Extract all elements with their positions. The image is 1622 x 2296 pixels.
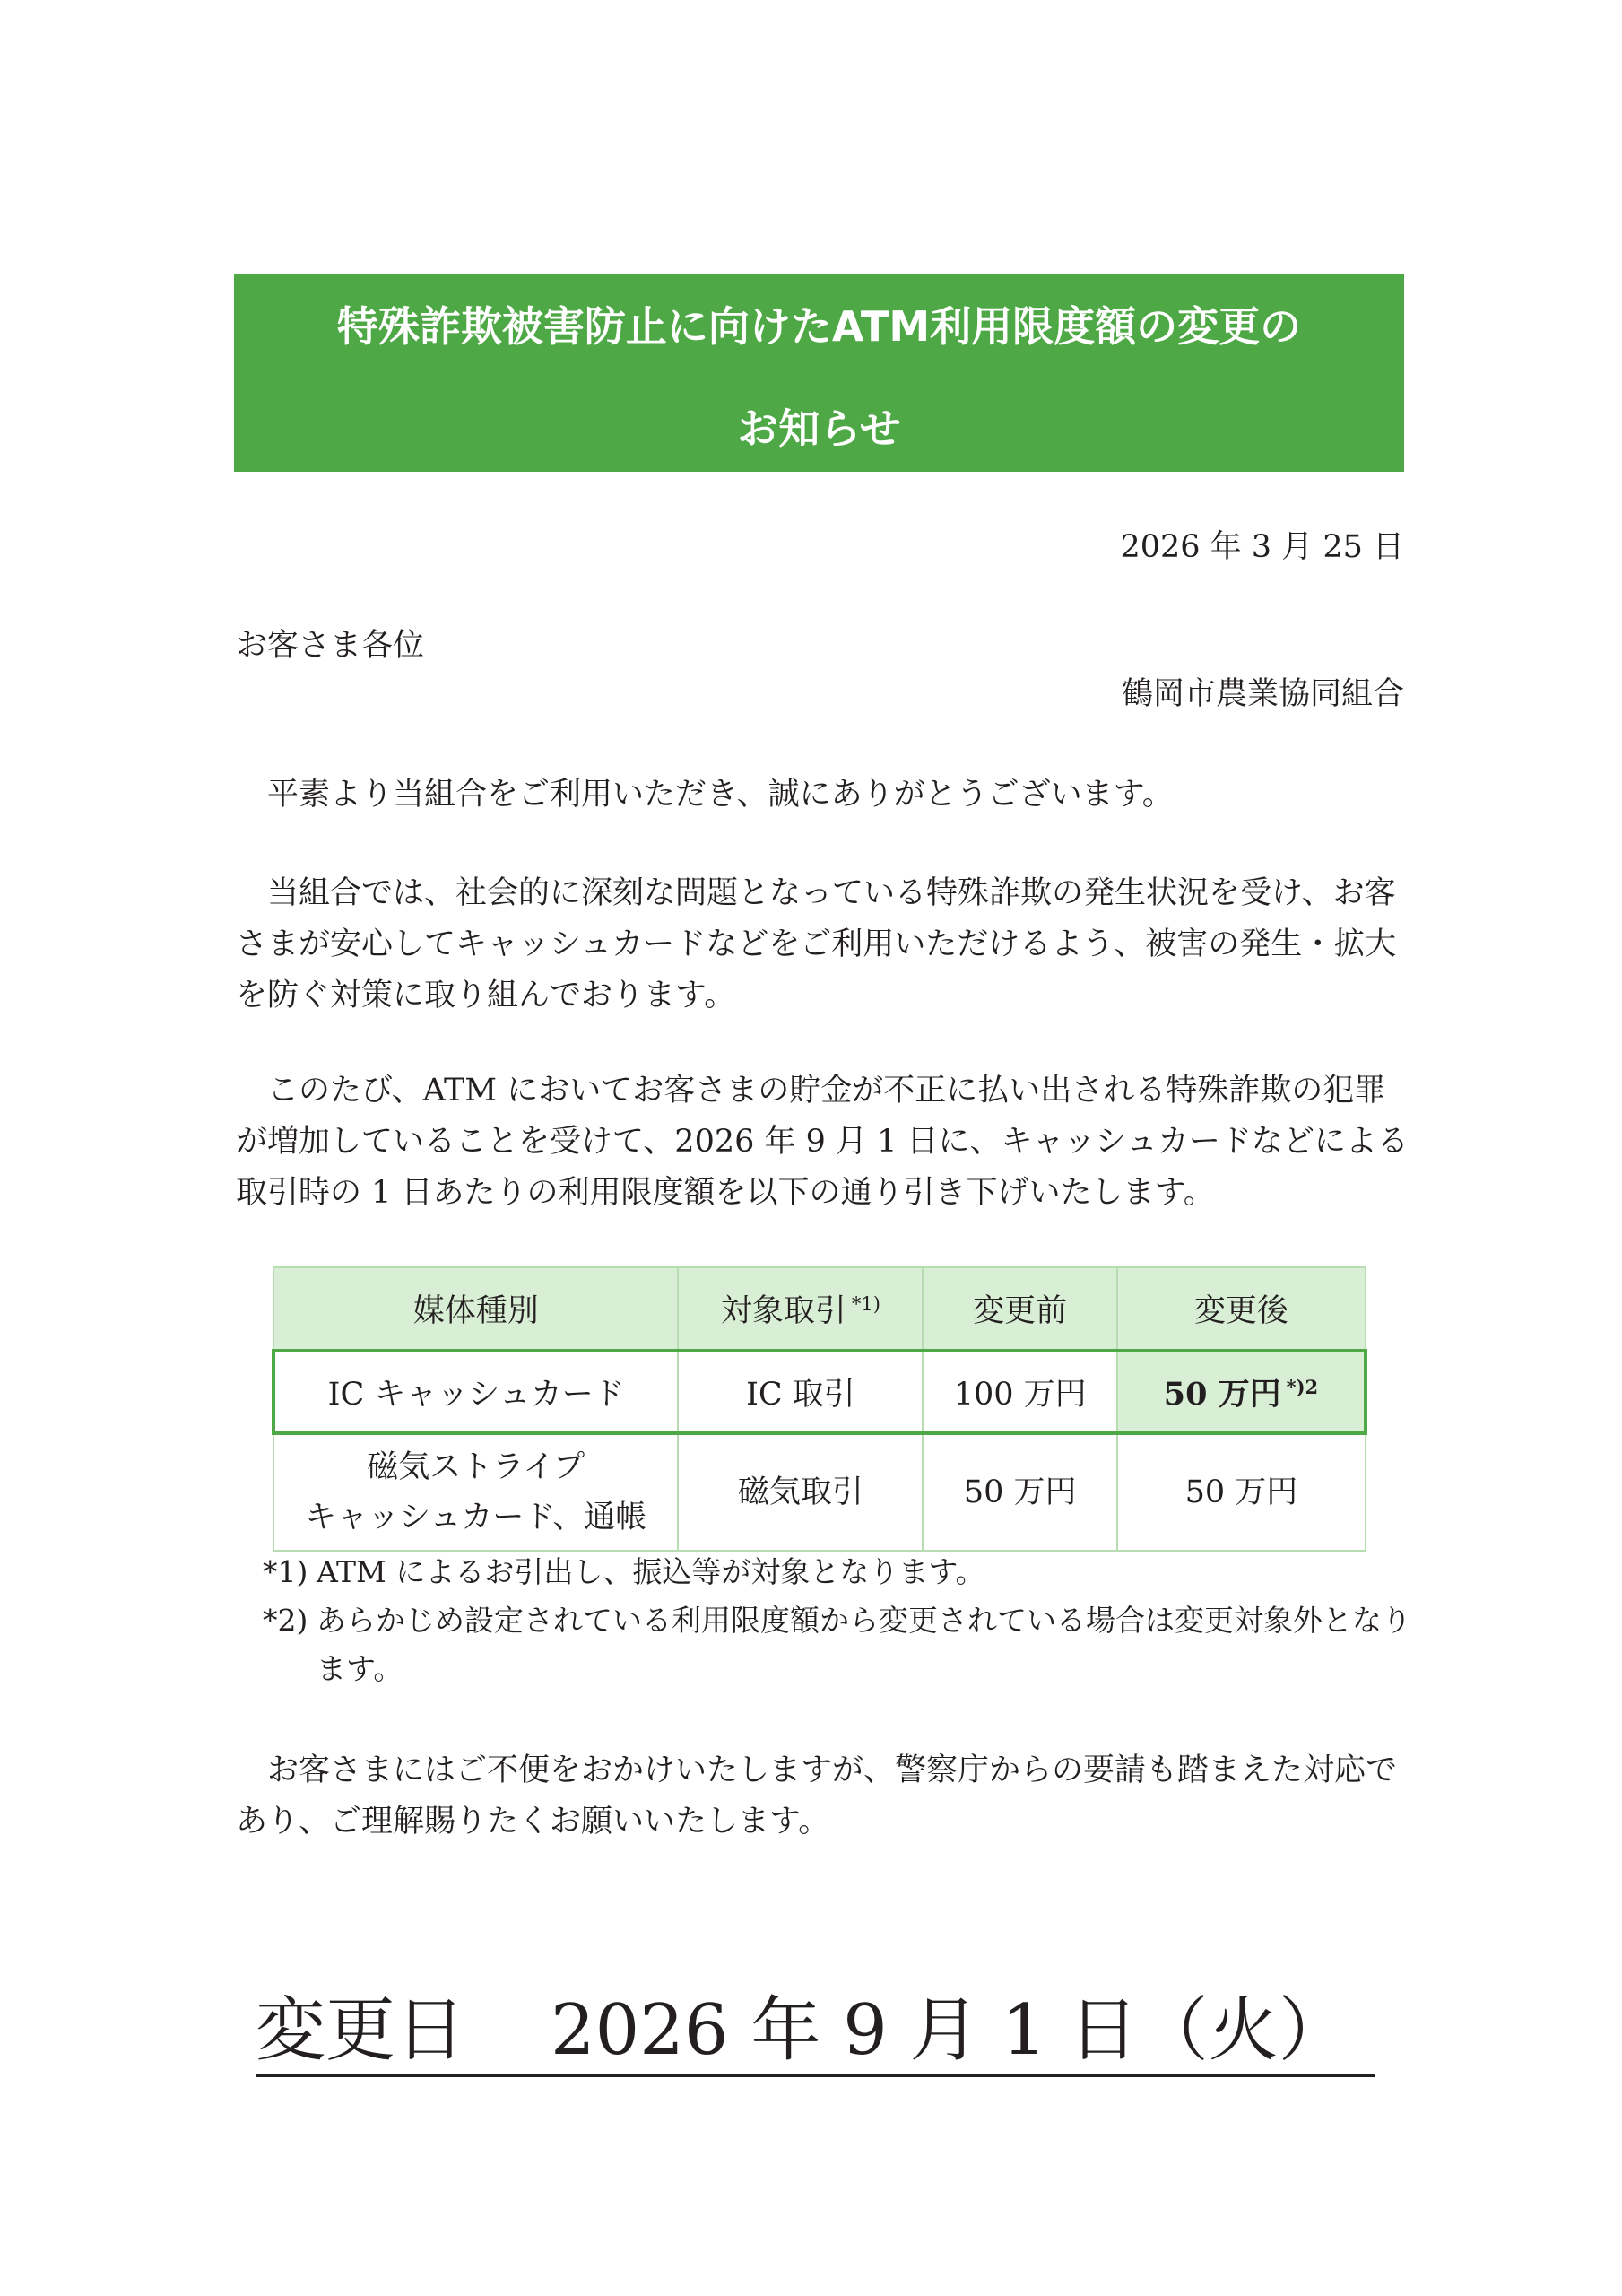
title-banner — [234, 274, 1404, 472]
cell-after: 50 万円 — [1117, 1433, 1366, 1551]
header-media: 媒体種別 — [273, 1267, 678, 1351]
notice-date: 2026 年 3 月 25 日 — [1120, 529, 1404, 565]
header-before: 変更前 — [923, 1267, 1116, 1351]
header-transaction-label: 対象取引 — [720, 1293, 846, 1329]
footnote-1-mark: *1) — [263, 1554, 308, 1589]
after-footnote-mark: *)2 — [1286, 1376, 1319, 1398]
cell-before: 100 万円 — [923, 1351, 1116, 1433]
header-transaction — [678, 1267, 923, 1351]
effective-label: 変更日 — [256, 1990, 466, 2071]
table-row — [273, 1433, 1366, 1551]
sender: 鶴岡市農業協同組合 — [1121, 676, 1404, 712]
footnote-2-text: あらかじめ設定されている利用限度額から変更されている場合は変更対象外となります。 — [317, 1603, 1411, 1686]
table-row — [273, 1351, 1366, 1433]
footnote-2-mark: *2) — [263, 1603, 308, 1638]
paragraph-change: このたび、ATM においてお客さまの貯金が不正に払い出される特殊詐欺の犯罪が増加していることを受けて、2026 年 9 月 1 日に、キャッシュカードなどによる取引時の 1 日あたりの利用限度額を以下の通り引き下げいたします。 — [236, 1073, 1409, 1211]
cell-media-line-1: 磁気ストライプ — [367, 1449, 585, 1485]
title-line-1: 特殊詐欺被害防止に向けたATM利用限度額の変更の — [336, 302, 1302, 351]
cell-transaction: IC 取引 — [678, 1351, 923, 1433]
footnote-1 — [263, 1548, 1419, 1596]
limit-table — [272, 1266, 1367, 1552]
cell-media — [273, 1433, 678, 1551]
title-line-2: お知らせ — [737, 404, 901, 453]
cell-before: 50 万円 — [923, 1433, 1116, 1551]
cell-media: IC キャッシュカード — [273, 1351, 678, 1433]
paragraph-greeting: 平素より当組合をご利用いただき、誠にありがとうございます。 — [236, 777, 1174, 813]
effective-date-value: 2026 年 9 月 1 日（火） — [551, 1990, 1349, 2071]
header-after: 変更後 — [1117, 1267, 1366, 1351]
addressee: お客さま各位 — [236, 628, 425, 664]
footnote-2 — [263, 1596, 1419, 1693]
effective-date — [256, 1987, 1375, 2077]
footnote-1-text: ATM によるお引出し、振込等が対象となります。 — [317, 1554, 985, 1589]
footnotes — [263, 1548, 1419, 1693]
cell-after — [1117, 1351, 1366, 1433]
header-footnote-mark: *1) — [851, 1293, 880, 1315]
cell-transaction: 磁気取引 — [678, 1433, 923, 1551]
paragraph-initiative: 当組合では、社会的に深刻な問題となっている特殊詐欺の発生状況を受け、お客さまが安心してキャッシュカードなどをご利用いただけるよう、被害の発生・拡大を防ぐ対策に取り組んでおります。 — [236, 875, 1397, 1013]
paragraph-apology: お客さまにはご不便をおかけいたしますが、警察庁からの要請も踏まえた対応であり、ご理解賜りたくお願いいたします。 — [236, 1752, 1398, 1839]
cell-media-line-2: キャッシュカード、通帳 — [305, 1500, 647, 1535]
table-header-row — [273, 1267, 1366, 1351]
cell-after-value: 50 万円 — [1163, 1376, 1281, 1413]
